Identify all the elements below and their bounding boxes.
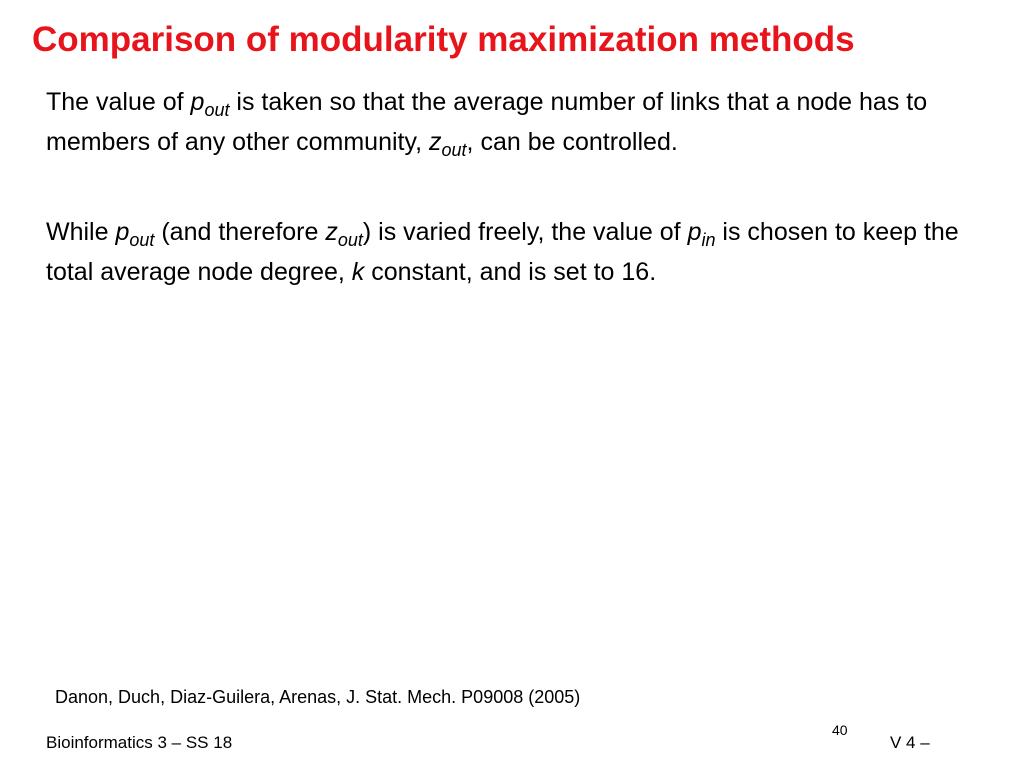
subscript-out: out <box>204 100 230 120</box>
subscript-out: out <box>337 230 363 250</box>
paragraph-pout-definition <box>46 82 986 162</box>
text-segment: constant, and is set to 16. <box>364 258 657 286</box>
page-number: 40 <box>832 722 848 738</box>
var-p: p <box>687 218 702 246</box>
subscript-out: out <box>129 230 155 250</box>
var-z: z <box>429 128 442 156</box>
subscript-in: in <box>701 230 716 250</box>
footer-lecture: V 4 – <box>890 733 930 752</box>
text-segment: is taken so that the average number of links that a node has to members of any other community, <box>46 88 928 156</box>
citation: Danon, Duch, Diaz-Guilera, Arenas, J. Stat. Mech. P09008 (2005) <box>55 687 581 707</box>
var-k: k <box>351 258 365 286</box>
var-p: p <box>190 88 205 116</box>
slide-title: Comparison of modularity maximization methods <box>32 20 855 59</box>
text-segment: The value of <box>46 88 191 116</box>
paragraph-pin-choice <box>46 212 986 292</box>
text-segment: , can be controlled. <box>466 128 678 156</box>
var-p: p <box>115 218 130 246</box>
text-segment: (and therefore <box>154 218 326 246</box>
text-segment: is chosen to keep the total average node degree, <box>46 218 959 286</box>
var-z: z <box>325 218 338 246</box>
text-segment: ) is varied freely, the value of <box>362 218 688 246</box>
footer-course: Bioinformatics 3 – SS 18 <box>46 733 233 752</box>
text-segment: While <box>46 218 116 246</box>
subscript-out: out <box>441 140 467 160</box>
